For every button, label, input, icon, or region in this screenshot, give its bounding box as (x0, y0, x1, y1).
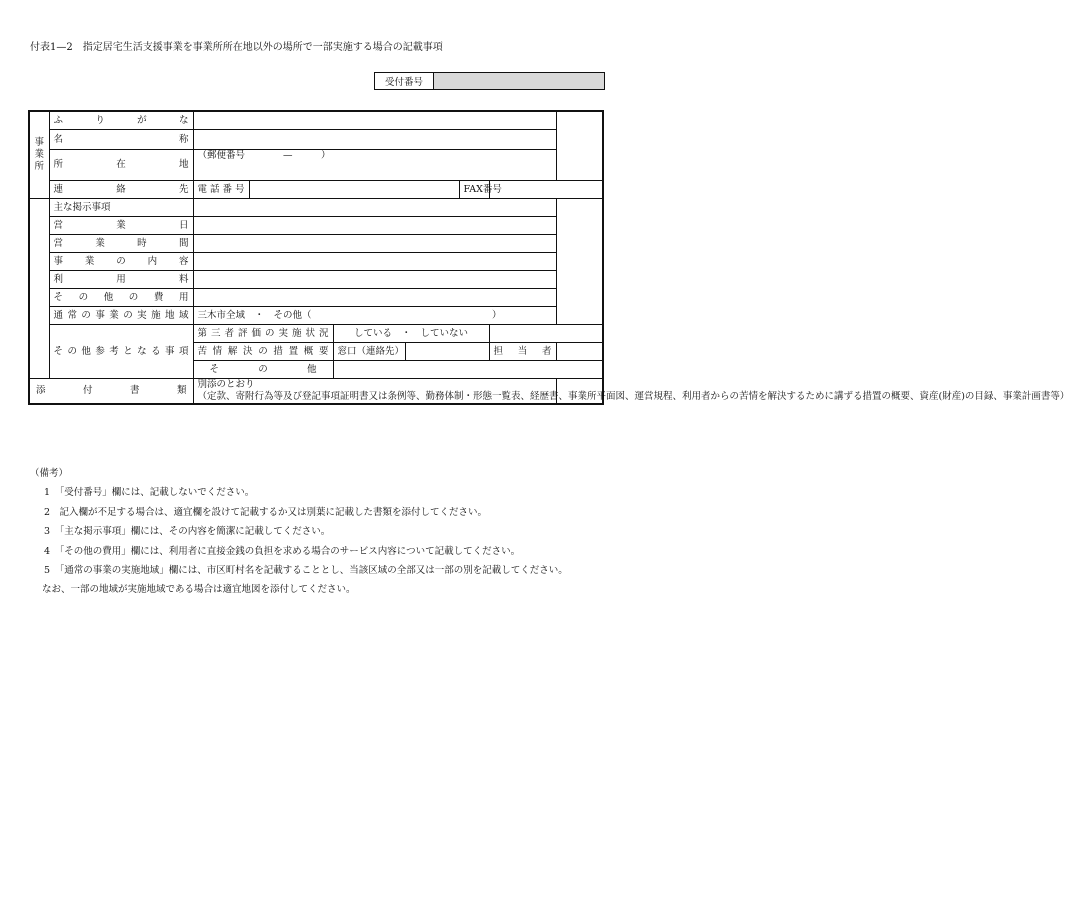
phone-field[interactable] (249, 181, 459, 199)
person-in-charge-field[interactable] (556, 343, 603, 361)
complaint-window-label: 窓口（連絡先） (333, 343, 405, 361)
business-days-label: 営業日 (49, 217, 193, 235)
attachment-line2: （定款、寄附行為等及び登記事項証明書又は条例等、勤務体制・形態一覧表、経歴書、事業所平面図、運営規程、利用者からの苦情を解決するために講ずる措置の概要、資産(財産)の目録、事業計画書等） (197, 391, 1069, 402)
address-label: 所在地 (49, 150, 193, 181)
person-in-charge-label: 担当者 (489, 343, 556, 361)
fax-label: FAX番号 (459, 181, 489, 199)
other-fees-field[interactable] (193, 289, 556, 307)
fee-label: 利用料 (49, 271, 193, 289)
name-label: 名称 (49, 130, 193, 150)
main-items-field[interactable] (193, 199, 556, 217)
receipt-number-label: 受付番号 (375, 73, 434, 89)
business-days-field[interactable] (193, 217, 556, 235)
service-area-field[interactable] (193, 307, 556, 325)
phone-label: 電話番号 (193, 181, 249, 199)
business-hours-field[interactable] (193, 235, 556, 253)
attachment-line1: 別添のとおり (197, 379, 255, 390)
fee-field[interactable] (193, 271, 556, 289)
other-fees-label: その他の費用 (49, 289, 193, 307)
other-reference-label: その他 (193, 361, 333, 379)
third-party-eval-label: 第三者評価の実施状況 (193, 325, 333, 343)
note-continuation: なお、一部の地域が実施地域である場合は適宜地図を添付してください。 (42, 584, 356, 596)
business-hours-label: 営業時間 (49, 235, 193, 253)
postal-code-text: （郵便番号 — ） (197, 150, 331, 161)
service-area-text: 三木市全域 ・ その他（ ） (197, 309, 502, 321)
fax-field[interactable] (489, 181, 603, 199)
furigana-label: ふりがな (49, 111, 193, 130)
receipt-number-field[interactable] (434, 73, 604, 89)
reference-label: その他参考となる事項 (49, 325, 193, 379)
third-party-eval-text: している ・ していない (353, 327, 468, 339)
service-area-label: 通常の事業の実施地域 (49, 307, 193, 325)
receipt-number-box (374, 72, 605, 90)
notes-heading: （備考） (30, 468, 69, 479)
other-reference-field[interactable] (333, 361, 603, 379)
application-form-table (28, 110, 1069, 405)
note-item: 2 記入欄が不足する場合は、適宜欄を設けて記載するか又は別葉に記載した書類を添付してください。 (44, 506, 488, 518)
third-party-eval-options[interactable] (333, 325, 489, 343)
complaint-window-field[interactable] (405, 343, 489, 361)
address-field[interactable] (193, 162, 556, 181)
contact-label: 連絡先 (49, 181, 193, 199)
complaint-resolution-label: 苦情解決の措置概要 (193, 343, 333, 361)
business-content-label: 事業の内容 (49, 253, 193, 271)
note-item: 4 「その他の費用」欄には、利用者に直接金銭の負担を求める場合のサービス内容について記載してください。 (44, 545, 521, 557)
note-item: 1 「受付番号」欄には、記載しないでください。 (44, 487, 255, 499)
name-field[interactable] (193, 130, 556, 150)
items-left-margin (29, 199, 49, 379)
form-title: 付表1—2 指定居宅生活支援事業を事業所所在地以外の場所で一部実施する場合の記載事項 (30, 42, 443, 53)
business-content-field[interactable] (193, 253, 556, 271)
note-item: 5 「通常の事業の実施地域」欄には、市区町村名を記載することとし、当該区域の全部又は一部の別を記載してください。 (44, 565, 568, 577)
office-group-label: 事 業 所 (29, 111, 49, 199)
main-items-header: 主な掲示事項 (49, 199, 193, 217)
attachment-content (193, 379, 1069, 405)
furigana-field[interactable] (193, 111, 556, 130)
notes-section (30, 464, 568, 600)
third-party-eval-extra[interactable] (489, 325, 603, 343)
note-item: 3 「主な掲示事項」欄には、その内容を簡潔に記載してください。 (44, 526, 331, 538)
attachment-label: 添付書類 (29, 379, 193, 405)
postal-code-field[interactable] (193, 150, 556, 163)
